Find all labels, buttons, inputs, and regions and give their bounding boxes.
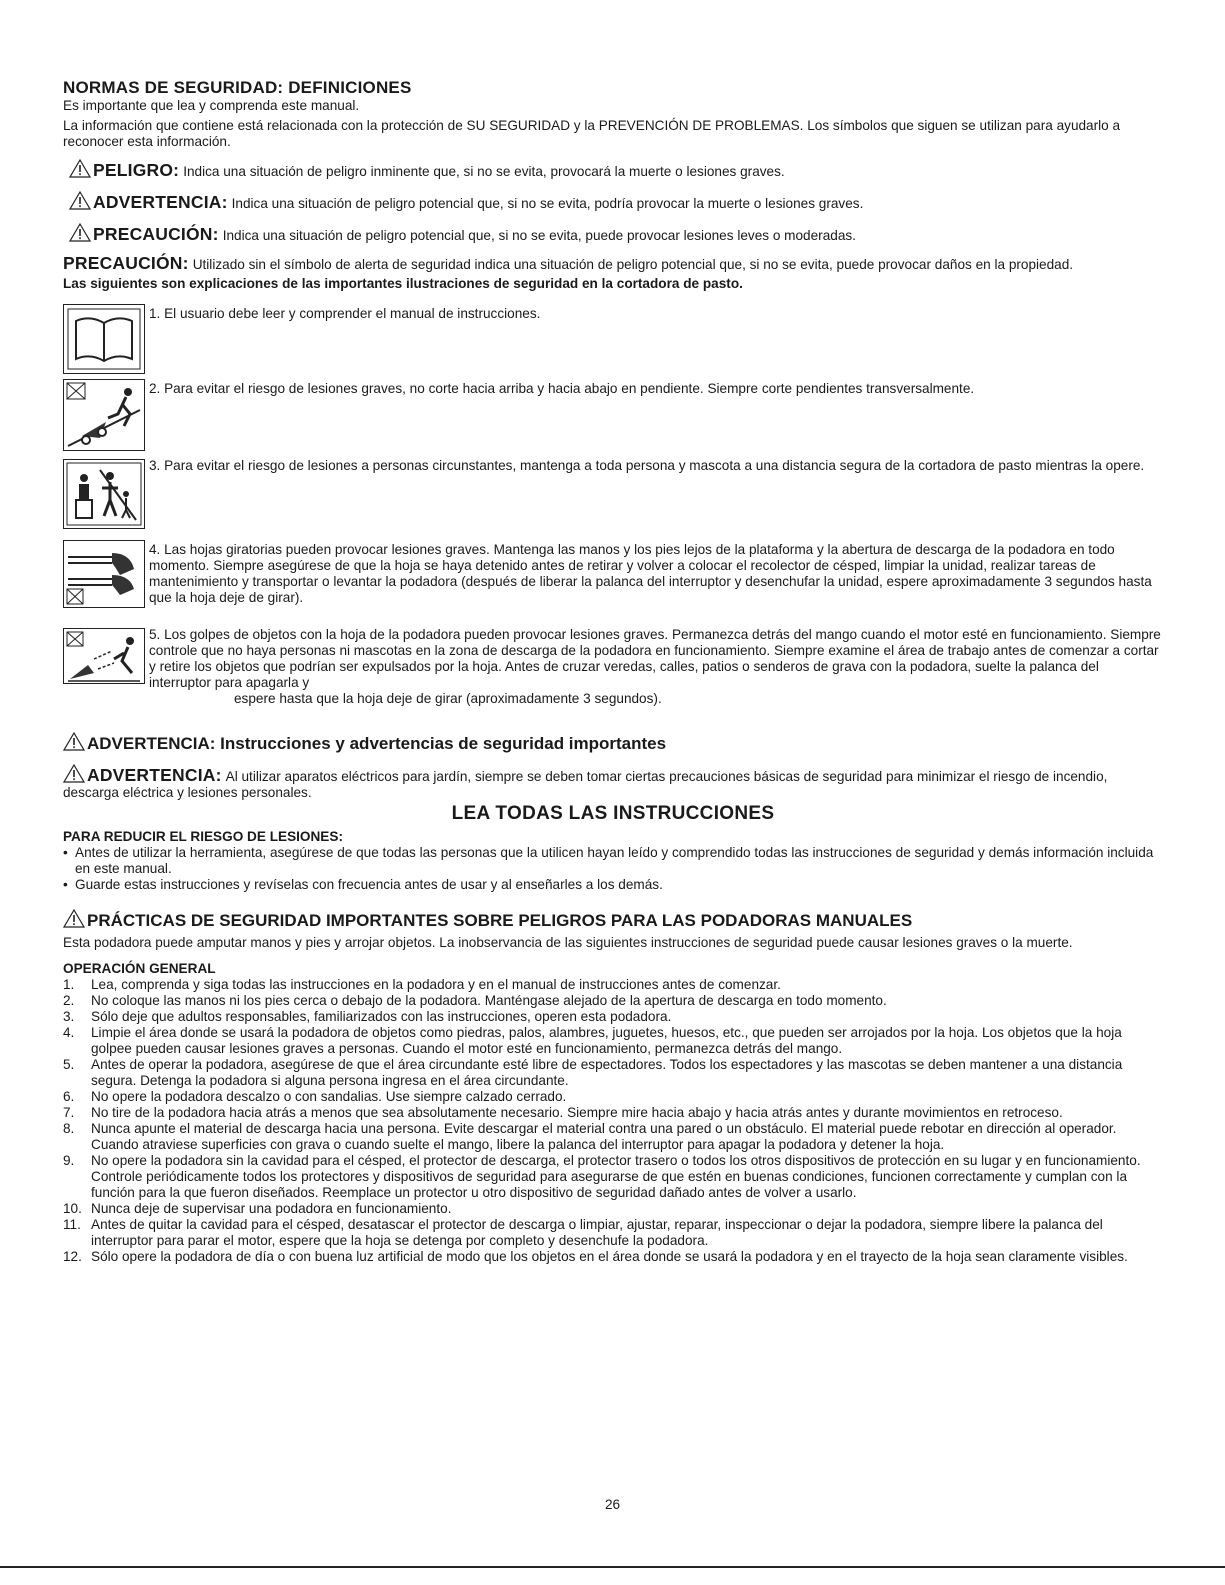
definitions-intro-2: La información que contiene está relacionada con la protección de SU SEGURIDAD y la PREVENCIÓN DE PROBLEMAS. Los símbolos que siguen se utilizan para ayudarlo a reconocer esta información. <box>63 118 1121 149</box>
advertencia-text: Indica una situación de peligro potencial que, si no se evita, podría provocar la muerte o lesiones graves. <box>231 196 864 211</box>
definition-advertencia <box>69 191 1163 212</box>
list-item-number: 2. <box>63 993 75 1008</box>
pictogram-text-1: 1. El usuario debe leer y comprender el manual de instrucciones. <box>149 306 541 321</box>
pictogram-text-5 <box>149 626 1163 707</box>
list-item-text: Sólo opere la podadora de día o con buena luz artificial de modo que los objetos en el área donde se usará la podadora y en el trayecto de la hoja sean claramente visibles. <box>91 1249 1128 1264</box>
list-item <box>63 1089 1163 1105</box>
reduce-risk-list <box>63 845 1163 893</box>
list-item-number: 11. <box>63 1217 81 1232</box>
pictogram-text-5-cont: espere hasta que la hoja deje de girar (aproximadamente 3 segundos). <box>234 691 662 706</box>
pictogram-item-5 <box>63 626 1163 730</box>
list-item-text: No opere la podadora sin la cavidad para el césped, el protector de descarga, el protector trasero o todos los otros dispositivos de protección en su lugar y en funcionamiento. Controle periódicamente todos los protectores y dispositivos de seguridad para asegurarse de que estén en buenas condiciones, funcionen correctamente y cumplan con la función para la que fueron diseñados. Reemplace un protector u otro dispositivo de seguridad dañado antes de volver a usarlo. <box>91 1153 1141 1200</box>
list-item <box>63 1025 1163 1057</box>
list-item <box>63 1153 1163 1201</box>
precaucion-term: PRECAUCIÓN: <box>93 224 219 244</box>
general-operation-title: OPERACIÓN GENERAL <box>63 961 216 976</box>
list-item: • Antes de utilizar la herramienta, asegúrese de que todas las personas que la utilicen hayan leído y comprendido todas las instrucciones de seguridad y demás información incluida en este manual. <box>63 845 1163 877</box>
pictogram-text-5-main: 5. Los golpes de objetos con la hoja de la podadora pueden provocar lesiones graves. Permanezca detrás del mango cuando el motor esté en funcionamiento. Siempre controle que no haya personas ni mascotas en la zona de descarga de la podadora en funcionamiento. Siempre examine el área de trabajo antes de comenzar a cortar y retire los objetos que podrían ser expulsados por la hoja. Antes de cruzar veredas, calles, patios o senderos de grava con la podadora, suelte la palanca del interruptor para apagarla y <box>149 627 1161 690</box>
list-item-text: No tire de la podadora hacia atrás a menos que sea absolutamente necesario. Siempre mire hacia abajo y hacia atrás antes y durante movimientos en retroceso. <box>91 1105 1063 1120</box>
pictogram-item-4 <box>63 536 1163 626</box>
bottom-divider <box>0 1566 1225 1568</box>
list-item-number: 12. <box>63 1249 82 1264</box>
pictogram-item-1 <box>63 304 1163 379</box>
peligro-term: PELIGRO: <box>93 160 180 180</box>
rotating-blades-icon <box>63 540 145 608</box>
definition-precaucion-property <box>63 255 1163 273</box>
slope-mowing-icon <box>63 379 145 451</box>
manual-book-icon <box>63 304 145 374</box>
list-item-number: 9. <box>63 1153 75 1168</box>
list-item-text: No opere la podadora descalzo o con sandalias. Use siempre calzado cerrado. <box>91 1089 567 1104</box>
page-number: 26 <box>604 1497 621 1512</box>
pictogram-item-3 <box>63 456 1163 536</box>
general-operation-list <box>63 977 1163 1265</box>
list-item-text: Lea, comprenda y siga todas las instrucciones en la podadora y en el manual de instrucciones antes de comenzar. <box>91 977 781 992</box>
safety-alert-icon <box>63 764 85 783</box>
list-item <box>63 1121 1163 1153</box>
pictogram-text-3: 3. Para evitar el riesgo de lesiones a personas circunstantes, mantenga a toda persona y mascota a una distancia segura de la cortadora de pasto mientras la opere. <box>149 458 1145 473</box>
definition-peligro <box>69 159 1163 180</box>
safety-alert-icon <box>69 191 91 210</box>
warning-statement <box>63 764 1163 801</box>
bystanders-icon <box>63 459 145 529</box>
list-item <box>63 993 1163 1009</box>
manual-page <box>63 78 1163 1265</box>
definition-precaucion <box>69 223 1163 244</box>
list-item-text: Limpie el área donde se usará la podadora de objetos como piedras, palos, alambres, juguetes, huesos, etc., que pueden ser arrojados por la hoja. Los objetos que la hoja golpee pueden causar lesiones graves a personas. Cuando el motor esté en funcionamiento, permanezca detrás del mango. <box>91 1025 1122 1056</box>
practices-title: PRÁCTICAS DE SEGURIDAD IMPORTANTES SOBRE PELIGROS PARA LAS PODADORAS MANUALES <box>63 909 1163 931</box>
warning-term: ADVERTENCIA: <box>87 765 222 785</box>
list-item <box>63 1009 1163 1025</box>
list-item <box>63 1217 1163 1249</box>
list-item-number: 5. <box>63 1057 75 1072</box>
reduce-risk-title: PARA REDUCIR EL RIESGO DE LESIONES: <box>63 829 343 844</box>
illustrations-intro: Las siguientes son explicaciones de las importantes ilustraciones de seguridad en la cortadora de pasto. <box>63 276 743 291</box>
list-item <box>63 1057 1163 1089</box>
safety-alert-icon <box>63 909 85 928</box>
list-item-text: Antes de operar la podadora, asegúrese de que el área circundante esté libre de espectadores. Todos los espectadores y las mascotas se deben mantener a una distancia segura. Detenga la podadora si alguna persona ingresa en el área circundante. <box>91 1057 1123 1088</box>
advertencia-term: ADVERTENCIA: <box>93 192 228 212</box>
list-item <box>63 977 1163 993</box>
safety-alert-icon <box>63 732 85 751</box>
warning-text: Al utilizar aparatos eléctricos para jardín, siempre se deben tomar ciertas precauciones básicas de seguridad para minimizar el riesgo de incendio, descarga eléctrica y lesiones personales. <box>63 769 1108 800</box>
pictogram-text-4: 4. Las hojas giratorias pueden provocar lesiones graves. Mantenga las manos y los pies lejos de la plataforma y la abertura de descarga de la podadora en todo momento. Siempre asegúrese de que la hoja se haya detenido antes de retirar y volver a colocar el recolector de césped, limpiar la unidad, realizar tareas de mantenimiento y transportar o levantar la podadora (después de liberar la palanca del interruptor y desenchufar la unidad, espere aproximadamente 3 segundos hasta que la hoja deje de girar). <box>149 542 1152 605</box>
precaucion-property-term: PRECAUCIÓN: <box>63 253 189 273</box>
list-item <box>63 1249 1163 1265</box>
pictogram-text-2: 2. Para evitar el riesgo de lesiones graves, no corte hacia arriba y hacia abajo en pendiente. Siempre corte pendientes transversalmente. <box>149 381 975 396</box>
read-all-instructions-heading: LEA TODAS LAS INSTRUCCIONES <box>451 803 775 824</box>
definitions-intro-1: Es importante que lea y comprenda este manual. <box>63 98 360 113</box>
precaucion-property-text: Utilizado sin el símbolo de alerta de seguridad indica una situación de peligro potencial que, si no se evita, puede provocar daños en la propiedad. <box>192 257 1074 272</box>
safety-alert-icon <box>69 223 91 242</box>
list-item-number: 3. <box>63 1009 75 1024</box>
list-item <box>63 1105 1163 1121</box>
list-item-number: 7. <box>63 1105 75 1120</box>
list-item-text: No coloque las manos ni los pies cerca o debajo de la podadora. Manténgase alejado de la apertura de descarga en todo momento. <box>91 993 887 1008</box>
safety-alert-icon <box>69 159 91 178</box>
warning-section-title: ADVERTENCIA: Instrucciones y advertencias de seguridad importantes <box>63 732 1163 754</box>
list-item-number: 4. <box>63 1025 75 1040</box>
precaucion-text: Indica una situación de peligro potencial que, si no se evita, puede provocar lesiones leves o moderadas. <box>222 228 856 243</box>
list-item-text: Nunca apunte el material de descarga hacia una persona. Evite descargar el material contra una pared o un obstáculo. El material puede rebotar en dirección al operador. Cuando atraviese superficies con grava o cuando suelte el mango, libere la palanca del interruptor para apagar la podadora y detener la hoja. <box>91 1121 1117 1152</box>
list-item-text: Nunca deje de supervisar una podadora en funcionamiento. <box>91 1201 452 1216</box>
list-item-number: 1. <box>63 977 75 992</box>
pictogram-item-2 <box>63 379 1163 456</box>
list-item <box>63 1201 1163 1217</box>
list-item: • Guarde estas instrucciones y revíselas con frecuencia antes de usar y al enseñarles a los demás. <box>63 877 1163 893</box>
thrown-objects-icon <box>63 628 145 684</box>
list-item-number: 8. <box>63 1121 75 1136</box>
list-item-text: Sólo deje que adultos responsables, familiarizados con las instrucciones, operen esta podadora. <box>91 1009 672 1024</box>
list-item-number: 6. <box>63 1089 75 1104</box>
list-item-text: Antes de quitar la cavidad para el césped, desatascar el protector de descarga o limpiar, ajustar, reparar, inspeccionar o dejar la podadora, siempre libere la palanca del interruptor para parar el motor, espere que la hoja se detenga por completo y desenchufe la podadora. <box>91 1217 1103 1248</box>
list-item-number: 10. <box>63 1201 82 1216</box>
definitions-title: NORMAS DE SEGURIDAD: DEFINICIONES <box>63 78 412 97</box>
peligro-text: Indica una situación de peligro inminente que, si no se evita, provocará la muerte o lesiones graves. <box>183 164 785 179</box>
practices-intro: Esta podadora puede amputar manos y pies y arrojar objetos. La inobservancia de las siguientes instrucciones de seguridad puede causar lesiones graves o la muerte. <box>63 935 1073 950</box>
